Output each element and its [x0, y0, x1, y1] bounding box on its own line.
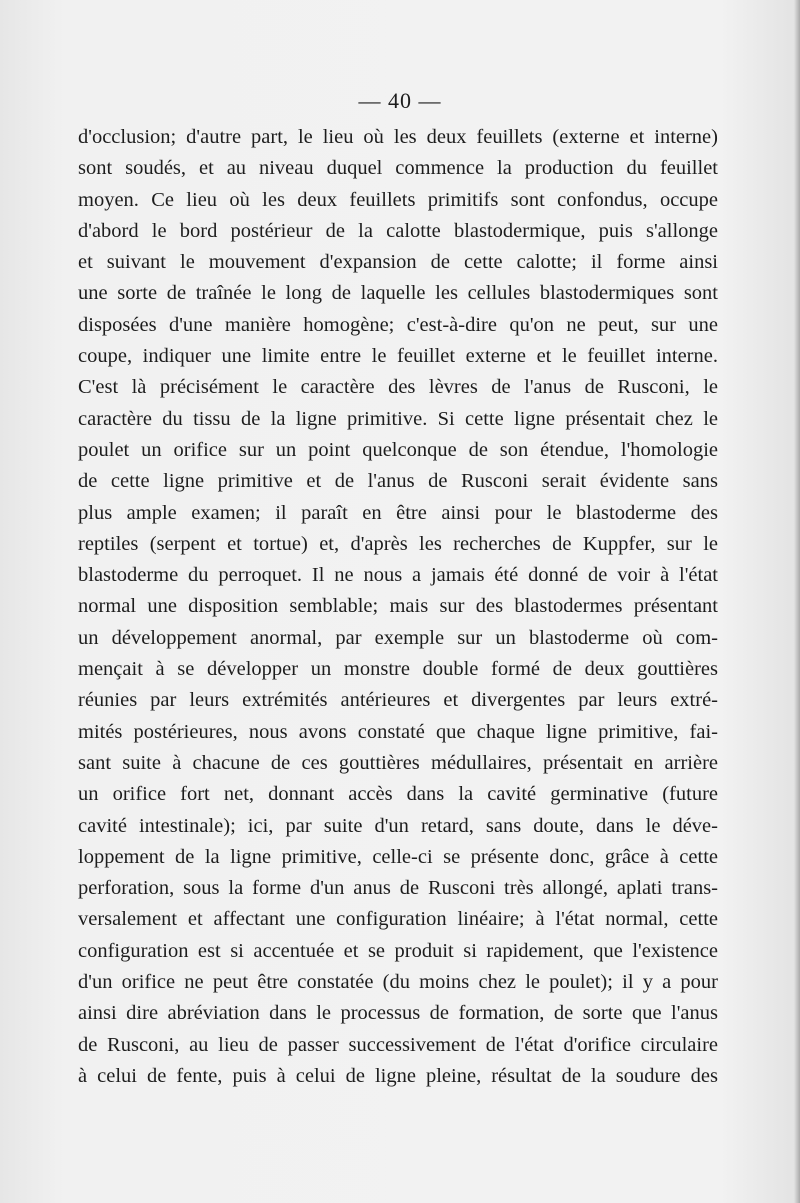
text-line: mités postérieures, nous avons constaté que chaque ligne primitive, fai-: [78, 720, 718, 743]
text-line: d'abord le bord postérieur de la calotte blastodermique, puis s'allonge: [78, 219, 718, 242]
text-line: de Rusconi, au lieu de passer successivement de l'état d'orifice circulaire: [78, 1033, 718, 1056]
text-line: blastoderme du perroquet. Il ne nous a jamais été donné de voir à l'état: [78, 564, 718, 587]
text-line: loppement de la ligne primitive, celle-ci se présente donc, grâce à cette: [78, 845, 718, 868]
text-line: un orifice fort net, donnant accès dans la cavité germinative (future: [78, 783, 718, 806]
body-text: [78, 122, 718, 1092]
text-line: poulet un orifice sur un point quelconque de son étendue, l'homologie: [78, 438, 718, 461]
text-line: et suivant le mouvement d'expansion de cette calotte; il forme ainsi: [78, 251, 718, 274]
text-line: normal une disposition semblable; mais sur des blastodermes présentant: [78, 595, 718, 618]
text-line: plus ample examen; il paraît en être ainsi pour le blastoderme des: [78, 501, 718, 524]
text-line: ainsi dire abréviation dans le processus de formation, de sorte que l'anus: [78, 1002, 718, 1025]
text-line: sant suite à chacune de ces gouttières médullaires, présentait en arrière: [78, 751, 718, 774]
page-number: — 40 —: [358, 88, 442, 113]
text-line: d'un orifice ne peut être constatée (du moins chez le poulet); il y a pour: [78, 971, 718, 994]
text-line: perforation, sous la forme d'un anus de Rusconi très allongé, aplati trans-: [78, 877, 718, 900]
text-line: versalement et affectant une configuration linéaire; à l'état normal, cette: [78, 908, 718, 931]
text-line: une sorte de traînée le long de laquelle les cellules blastodermiques sont: [78, 282, 718, 305]
text-line: coupe, indiquer une limite entre le feuillet externe et le feuillet interne.: [78, 345, 718, 368]
text-line: disposées d'une manière homogène; c'est-à-dire qu'on ne peut, sur une: [78, 313, 718, 336]
text-line: sont soudés, et au niveau duquel commence la production du feuillet: [78, 157, 718, 180]
text-line: caractère du tissu de la ligne primitive. Si cette ligne présentait chez le: [78, 407, 718, 430]
text-line: un développement anormal, par exemple sur un blastoderme où com-: [78, 626, 718, 649]
text-line: reptiles (serpent et tortue) et, d'après les recherches de Kuppfer, sur le: [78, 532, 718, 555]
text-line: réunies par leurs extrémités antérieures et divergentes par leurs extré-: [78, 689, 718, 712]
text-line: configuration est si accentuée et se produit si rapidement, que l'existence: [78, 939, 718, 962]
text-line: mençait à se développer un monstre double formé de deux gouttières: [78, 658, 718, 681]
text-line: d'occlusion; d'autre part, le lieu où les deux feuillets (externe et interne): [78, 126, 718, 148]
page-edge-shadow: [794, 0, 800, 1203]
text-line: moyen. Ce lieu où les deux feuillets primitifs sont confondus, occupe: [78, 188, 718, 211]
text-line: à celui de fente, puis à celui de ligne pleine, résultat de la soudure des: [78, 1064, 718, 1087]
text-line: C'est là précisément le caractère des lèvres de l'anus de Rusconi, le: [78, 376, 718, 399]
text-line: cavité intestinale); ici, par suite d'un retard, sans doute, dans le déve-: [78, 814, 718, 837]
text-line: de cette ligne primitive et de l'anus de Rusconi serait évidente sans: [78, 470, 718, 493]
